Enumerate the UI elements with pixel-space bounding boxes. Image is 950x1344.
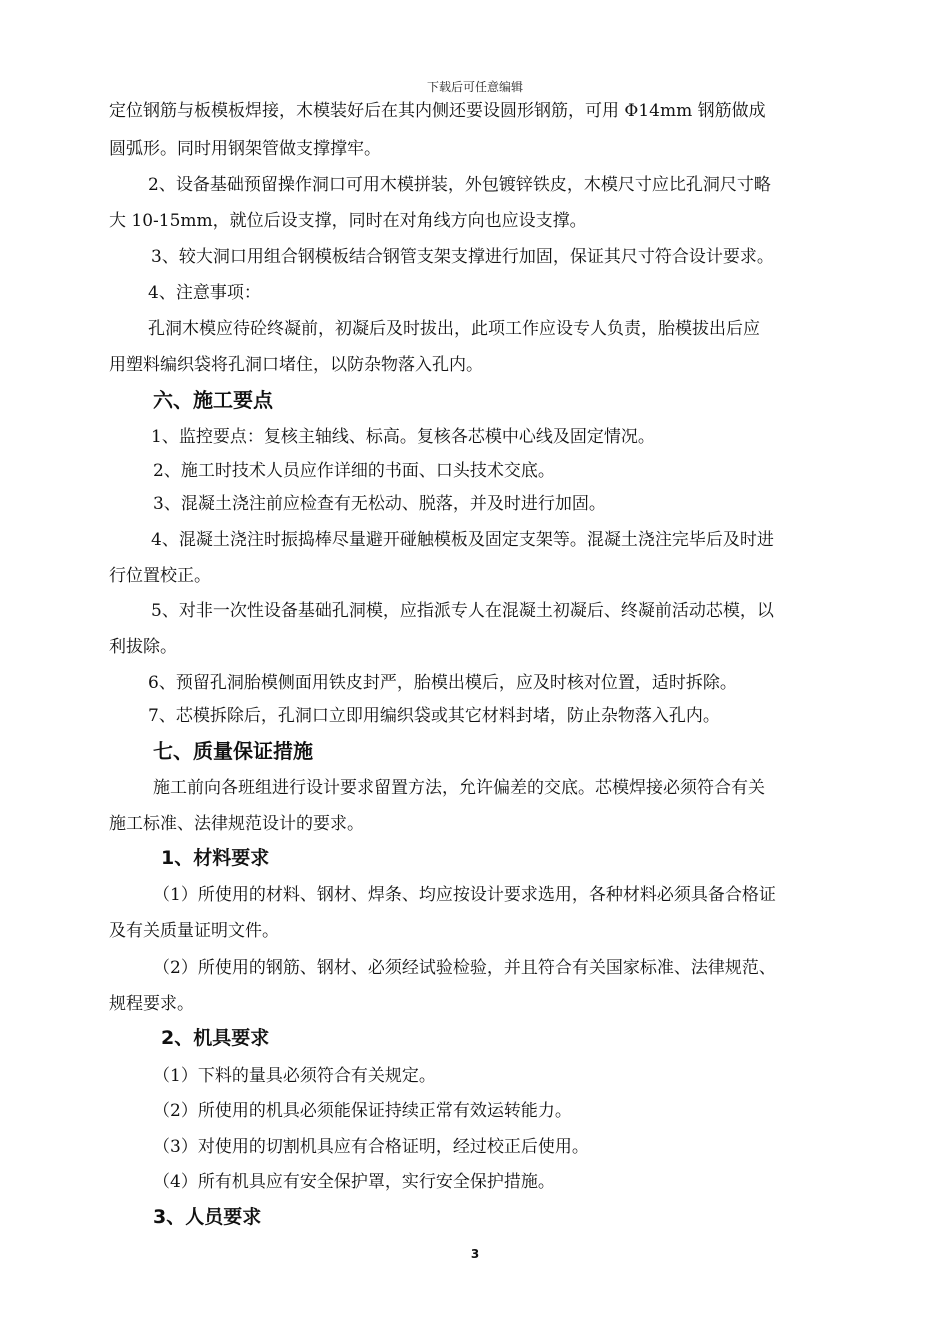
paragraph-line: （1）所使用的材料、钢材、焊条、均应按设计要求选用，各种材料必须具备合格证 — [153, 885, 776, 905]
page-number: 3 — [470, 1247, 480, 1261]
subsection-heading: 2、机具要求 — [161, 1027, 270, 1049]
paragraph-line: 施工标准、法律规范设计的要求。 — [109, 814, 364, 834]
subsection-heading: 3、人员要求 — [153, 1206, 262, 1228]
paragraph-line: 孔洞木模应待砼终凝前，初凝后及时拔出，此项工作应设专人负责，胎模拔出后应 — [148, 319, 760, 339]
paragraph-line: （3）对使用的切割机具应有合格证明，经过校正后使用。 — [153, 1137, 589, 1157]
page-header: 下载后可任意编辑 — [426, 80, 523, 94]
paragraph-line: 及有关质量证明文件。 — [109, 921, 279, 941]
paragraph-line: 圆弧形。同时用钢架管做支撑撑牢。 — [109, 139, 381, 159]
paragraph-line: 1、监控要点：复核主轴线、标高。复核各芯模中心线及固定情况。 — [151, 427, 655, 447]
paragraph-line: 3、较大洞口用组合钢模板结合钢管支架支撑进行加固，保证其尺寸符合设计要求。 — [151, 247, 774, 267]
paragraph-line: 利拔除。 — [109, 637, 177, 657]
paragraph-line: 4、混凝土浇注时振捣棒尽量避开碰触模板及固定支架等。混凝土浇注完毕后及时进 — [151, 530, 774, 550]
paragraph-line: 用塑料编织袋将孔洞口堵住，以防杂物落入孔内。 — [109, 355, 483, 375]
paragraph-line: 2、设备基础预留操作洞口可用木模拼装，外包镀锌铁皮，木模尺寸应比孔洞尺寸略 — [148, 175, 771, 195]
paragraph-line: 规程要求。 — [109, 994, 194, 1014]
paragraph-line: （1）下料的量具必须符合有关规定。 — [153, 1066, 436, 1086]
paragraph-line: 2、施工时技术人员应作详细的书面、口头技术交底。 — [153, 461, 555, 481]
paragraph-line: 定位钢筋与板模板焊接，木模装好后在其内侧还要设圆形钢筋，可用 Φ14mm 钢筋做成 — [109, 101, 766, 121]
paragraph-line: 3、混凝土浇注前应检查有无松动、脱落，并及时进行加固。 — [153, 494, 606, 514]
paragraph-line: 行位置校正。 — [109, 566, 211, 586]
paragraph-line: 5、对非一次性设备基础孔洞模，应指派专人在混凝土初凝后、终凝前活动芯模，以 — [151, 601, 774, 621]
paragraph-line: 4、注意事项： — [148, 283, 261, 303]
paragraph-line: （2）所使用的钢筋、钢材、必须经试验检验，并且符合有关国家标准、法律规范、 — [153, 958, 776, 978]
section-heading: 七、质量保证措施 — [153, 739, 313, 763]
section-heading: 六、施工要点 — [153, 388, 273, 412]
subsection-heading: 1、材料要求 — [161, 847, 270, 869]
paragraph-line: 6、预留孔洞胎模侧面用铁皮封严，胎模出模后，应及时核对位置，适时拆除。 — [148, 673, 737, 693]
paragraph-line: 大 10-15mm，就位后设支撑，同时在对角线方向也应设支撑。 — [109, 211, 587, 231]
paragraph-line: 7、芯模拆除后，孔洞口立即用编织袋或其它材料封堵，防止杂物落入孔内。 — [148, 706, 720, 726]
paragraph-line: 施工前向各班组进行设计要求留置方法，允许偏差的交底。芯模焊接必须符合有关 — [153, 778, 765, 798]
paragraph-line: （2）所使用的机具必须能保证持续正常有效运转能力。 — [153, 1101, 572, 1121]
paragraph-line: （4）所有机具应有安全保护罩，实行安全保护措施。 — [153, 1172, 555, 1192]
